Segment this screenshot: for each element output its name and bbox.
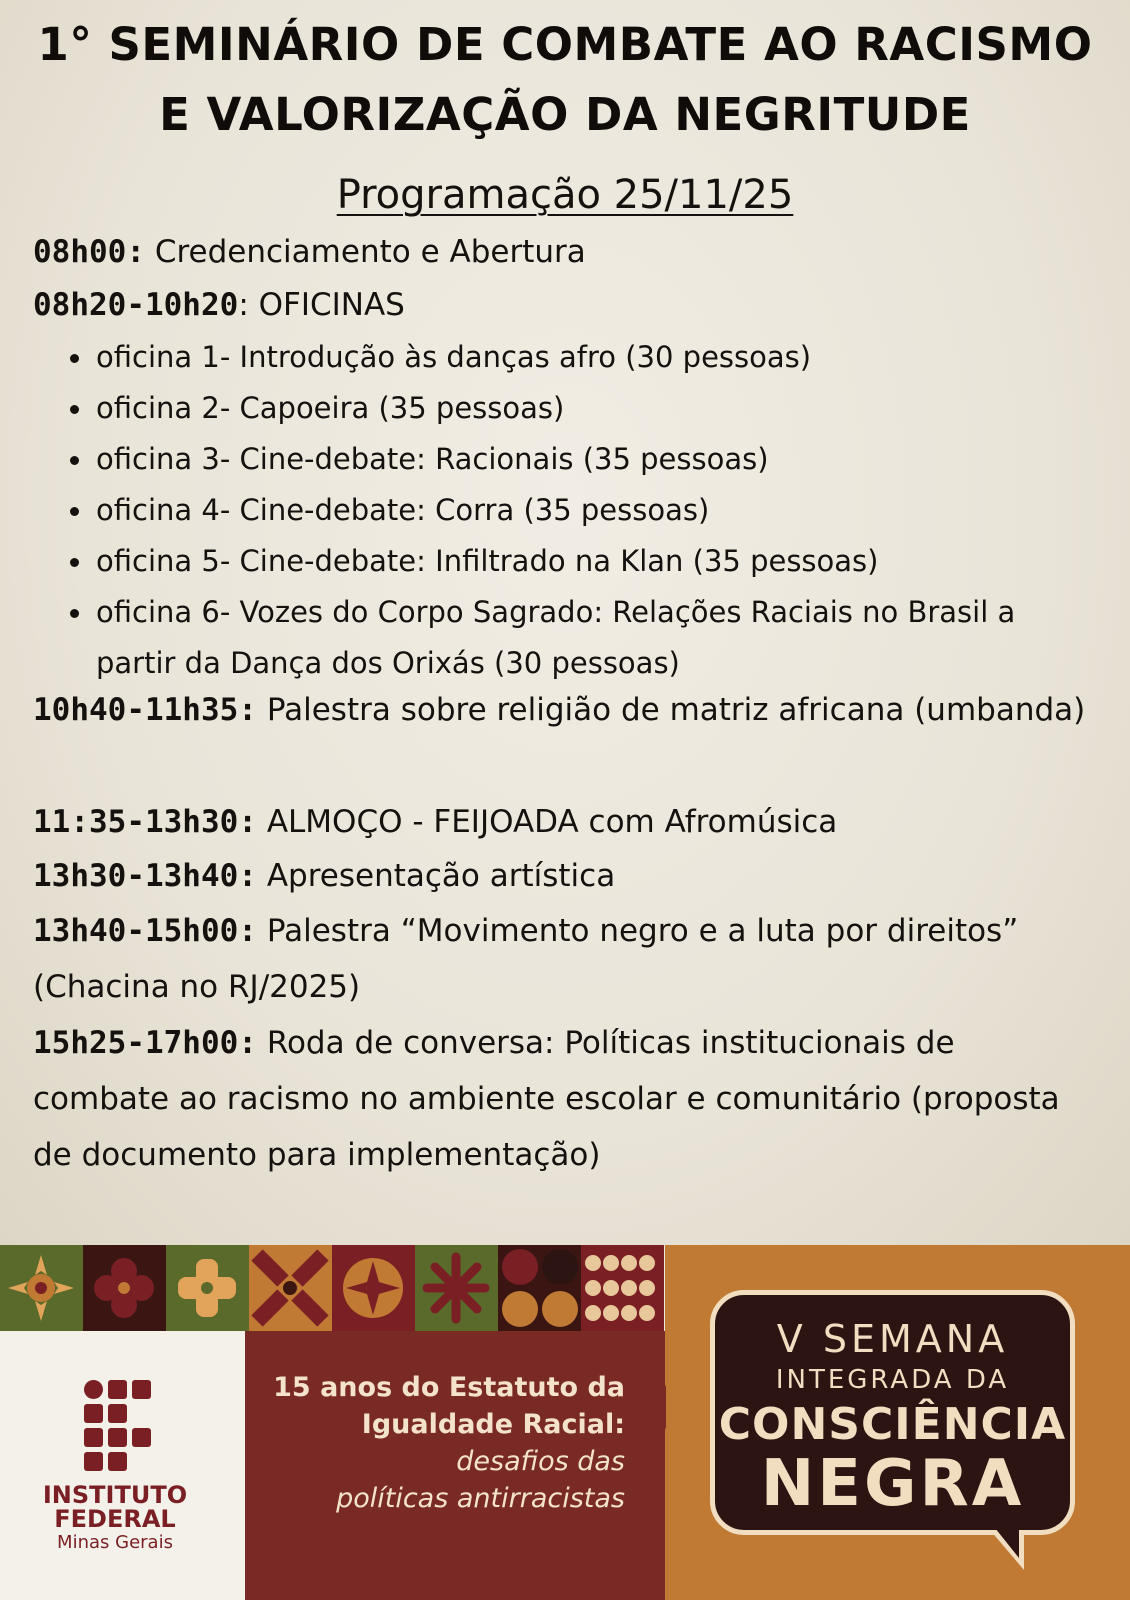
list-item: oficina 2- Capoeira (35 pessoas)	[62, 383, 1102, 434]
african-pattern-strip	[0, 1245, 665, 1331]
statute-panel	[245, 1331, 665, 1600]
institute-name-line2: FEDERAL	[54, 1505, 176, 1533]
circles-pattern-icon	[498, 1245, 581, 1331]
bubble-line3: CONSCIÊNCIA	[718, 1399, 1067, 1450]
x-pattern-icon	[249, 1245, 332, 1331]
seminar-title-line2: E VALORIZAÇÃO DA NEGRITUDE	[159, 88, 971, 141]
list-item: oficina 3- Cine-debate: Racionais (35 pessoas)	[62, 434, 1102, 485]
statute-line3: desafios das	[456, 1446, 625, 1477]
list-item: oficina 5- Cine-debate: Infiltrado na Klan (35 pessoas)	[62, 536, 1102, 587]
cross-pattern-icon	[166, 1245, 249, 1331]
bubble-line4: NEGRA	[760, 1447, 1025, 1521]
statute-line1: 15 anos do Estatuto da	[273, 1372, 625, 1403]
schedule-item-movimento-negro	[33, 903, 1100, 1015]
institute-name	[20, 1483, 210, 1555]
program-date-heading: Programação 25/11/25	[336, 172, 794, 218]
star-pattern-icon	[332, 1245, 415, 1331]
schedule-text: Palestra sobre religião de matriz africana (umbanda)	[256, 692, 1086, 728]
speech-bubble	[710, 1290, 1075, 1535]
list-item: oficina 1- Introdução às danças afro (30 pessoas)	[62, 332, 1102, 383]
flower-pattern-icon	[0, 1245, 83, 1331]
schedule-text: : OFICINAS	[238, 287, 405, 323]
instituto-federal-logo-icon	[84, 1380, 154, 1470]
schedule-text: Credenciamento e Abertura	[144, 234, 586, 270]
scallop-pattern-icon	[581, 1245, 664, 1331]
schedule-item-oficinas	[33, 277, 1100, 333]
schedule-text: Apresentação artística	[256, 858, 616, 894]
schedule-text: Roda de conversa: Políticas institucionais de combate ao racismo no ambiente escolar e comunitário (proposta de documento para implementação)	[33, 1025, 1060, 1173]
schedule-text: ALMOÇO - FEIJOADA com Afromúsica	[256, 804, 838, 840]
institute-name-line1: INSTITUTO	[42, 1481, 188, 1509]
list-item: oficina 4- Cine-debate: Corra (35 pessoas)	[62, 485, 1102, 536]
schedule-item-credenciamento	[33, 224, 1100, 280]
asterisk-pattern-icon	[415, 1245, 498, 1331]
statute-text	[245, 1369, 625, 1517]
speech-bubble-tail-fill	[995, 1528, 1019, 1558]
schedule-time: 15h25-17h00:	[33, 1025, 257, 1061]
schedule-item-almoco	[33, 794, 1100, 850]
schedule-item-roda-conversa	[33, 1015, 1100, 1183]
schedule-item-apresentacao	[33, 848, 1100, 904]
schedule-time: 11:35-13h30:	[33, 804, 257, 840]
bubble-line1: V SEMANA	[776, 1317, 1009, 1361]
bubble-line2: INTEGRADA DA	[775, 1365, 1010, 1395]
oficinas-list	[62, 332, 1102, 689]
schedule-time: 13h40-15h00:	[33, 913, 257, 949]
seminar-title-line1: 1° SEMINÁRIO DE COMBATE AO RACISMO	[37, 18, 1093, 71]
schedule-text: Palestra “Movimento negro e a luta por direitos” (Chacina no RJ/2025)	[33, 913, 1019, 1005]
institute-campus: Minas Gerais	[57, 1532, 173, 1553]
statute-line4: políticas antirracistas	[336, 1483, 625, 1514]
schedule-time: 13h30-13h40:	[33, 858, 257, 894]
clover-pattern-icon	[83, 1245, 166, 1331]
schedule-item-palestra-umbanda	[33, 682, 1100, 738]
schedule-time: 10h40-11h35:	[33, 692, 257, 728]
list-item: oficina 6- Vozes do Corpo Sagrado: Relações Raciais no Brasil a partir da Dança dos Orixás (30 pessoas)	[62, 587, 1102, 689]
arrow-pointer-icon	[648, 1385, 666, 1429]
schedule-time: 08h00:	[33, 234, 145, 270]
statute-line2: Igualdade Racial:	[361, 1409, 625, 1440]
schedule-time: 08h20-10h20	[33, 287, 239, 323]
